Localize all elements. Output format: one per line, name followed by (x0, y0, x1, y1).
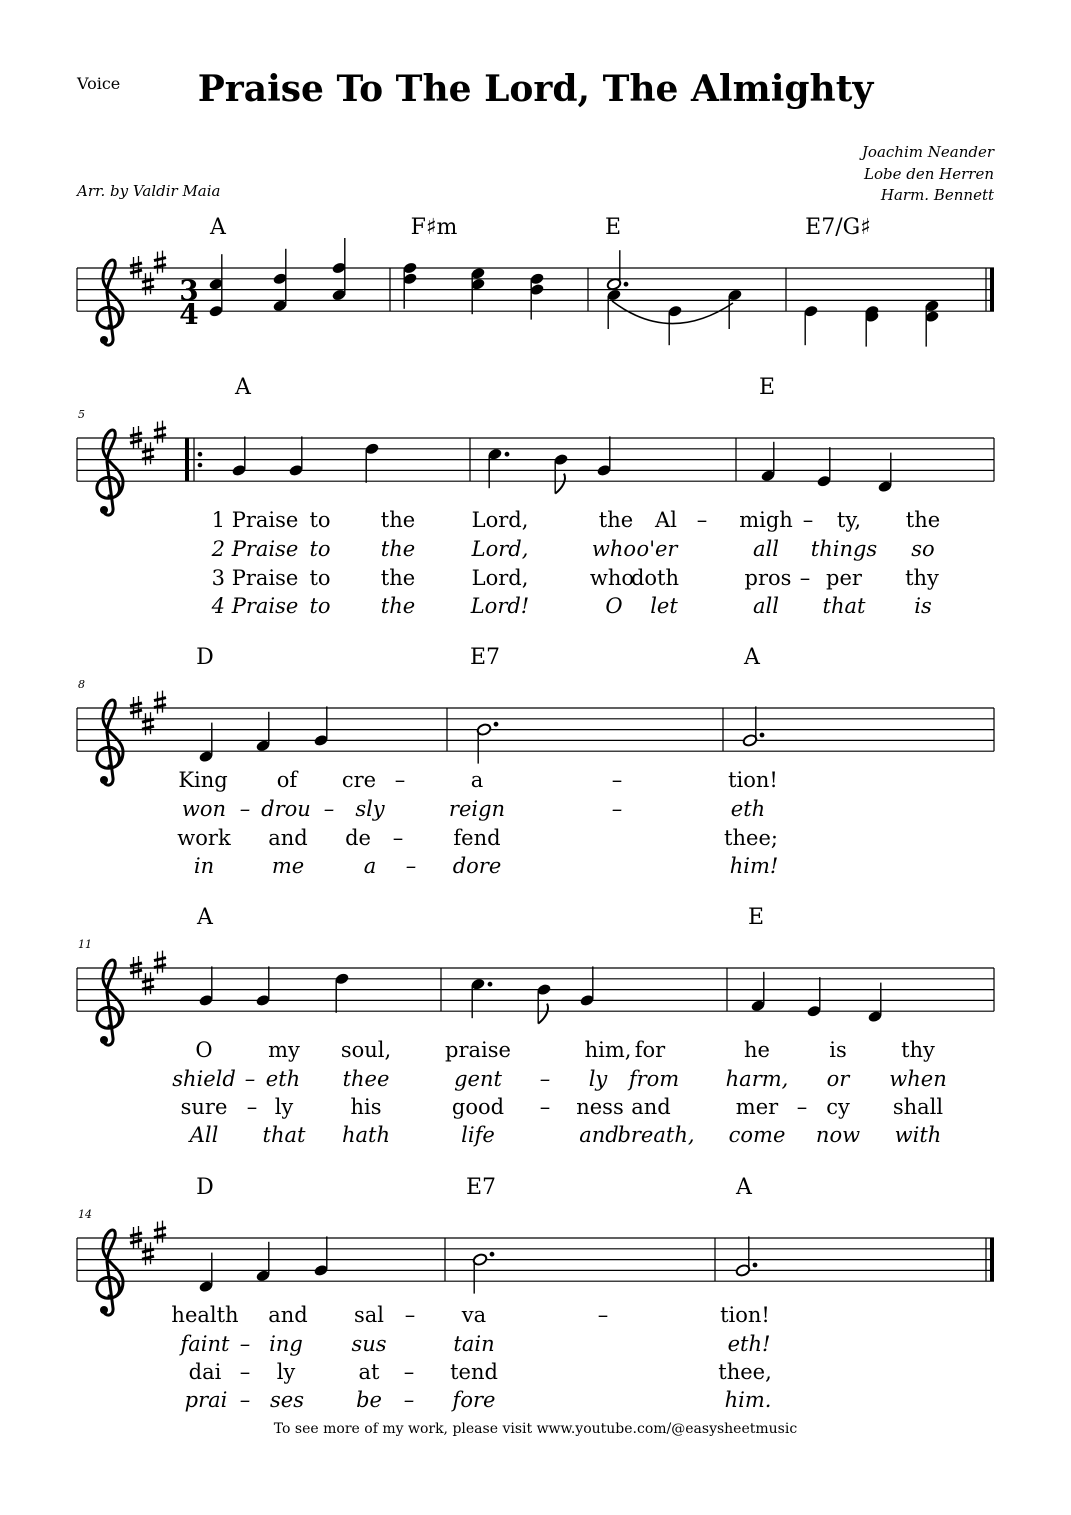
lyric-syllable: Lord, (471, 566, 529, 590)
lyric-syllable: in (193, 854, 215, 878)
sharp-stroke (154, 698, 166, 701)
sharp-stroke (142, 719, 154, 722)
chord-notes (529, 272, 544, 320)
lyric-syllable: tion! (728, 768, 778, 792)
lyric-syllable: who (591, 537, 637, 561)
lyric-syllable: doth (630, 566, 680, 590)
sharp-stroke (154, 705, 166, 708)
sharp-stroke (142, 1256, 154, 1259)
lyric-syllable: Al (655, 508, 677, 532)
lyric-syllable: shall (892, 1095, 944, 1119)
repeat-dot (198, 452, 203, 457)
lyric-syllable: of (276, 768, 298, 792)
lyric-syllable: so (911, 537, 935, 561)
lyric-syllable: and (579, 1123, 619, 1147)
footer-note: To see more of my work, please visit www.youtube.com/@easysheetmusic (273, 1421, 798, 1437)
lyric-syllable: sure (180, 1095, 228, 1119)
quarter-note (816, 447, 831, 488)
lyric-syllable: thee (342, 1067, 390, 1091)
lyric-syllable: – (239, 1360, 251, 1384)
lyric-syllable: is (914, 594, 932, 618)
half-note (472, 1252, 494, 1294)
sharp-icon (142, 712, 154, 735)
chord-symbol: A (744, 645, 760, 670)
half-note (606, 250, 628, 291)
lyric-syllable: Lord! (470, 594, 530, 618)
lyric-syllable: – (802, 508, 814, 532)
chord-notes (208, 254, 223, 318)
lyric-syllable: with (894, 1123, 942, 1147)
sharp-stroke (142, 449, 154, 452)
quarter-note (313, 1236, 328, 1277)
chord-symbol: E7 (469, 645, 501, 670)
lyric-syllable: hath (341, 1123, 391, 1147)
sharp-stroke (130, 703, 142, 706)
sharp-stroke (154, 958, 166, 961)
sharp-stroke (154, 1228, 166, 1231)
lyric-syllable: or (826, 1067, 850, 1091)
sharp-icon (154, 951, 166, 974)
lyric-syllable: who (589, 566, 635, 590)
lyric-syllable: 3 Praise (211, 566, 299, 590)
lyric-syllable: cy (826, 1095, 850, 1119)
sharp-stroke (130, 270, 142, 273)
lyric-syllable: that (822, 594, 866, 618)
lyric-syllable: him! (729, 854, 779, 878)
lyric-syllable: dai (188, 1360, 222, 1384)
sharp-stroke (142, 979, 154, 982)
lyric-syllable: – (611, 797, 623, 821)
augmentation-dot (488, 982, 493, 987)
lyric-syllable: – (696, 508, 708, 532)
lyric-syllable: him. (724, 1388, 772, 1412)
lyric-syllable: me (271, 854, 305, 878)
chord-symbol: E7 (465, 1175, 497, 1200)
lyric-syllable: thy (905, 566, 939, 590)
treble-clef-stroke (97, 260, 123, 345)
sharp-stroke (154, 265, 166, 268)
lyric-syllable: breath, (617, 1123, 695, 1147)
measure-number: 5 (78, 408, 85, 421)
chord-symbol: E (747, 905, 765, 930)
chord-symbol: A (210, 215, 226, 240)
lyric-syllable: dore (452, 854, 502, 878)
measure-number: 8 (78, 678, 85, 691)
lyric-syllable: the (380, 508, 416, 532)
lyric-syllable: ing (269, 1332, 303, 1356)
treble-clef-dot (100, 336, 108, 344)
measure-number: 14 (78, 1208, 92, 1221)
sharp-stroke (130, 440, 142, 443)
treble-clef-icon (97, 430, 123, 515)
treble-clef-icon (97, 260, 123, 345)
lyric-syllable: now (815, 1123, 861, 1147)
chord-symbol: E7/G♯ (805, 215, 871, 240)
lyric-syllable: the (905, 508, 941, 532)
sharp-stroke (130, 1240, 142, 1243)
sharp-stroke (154, 428, 166, 431)
quarter-note (596, 436, 611, 477)
treble-clef-dot (100, 1306, 108, 1314)
lyric-syllable: come (728, 1123, 786, 1147)
lyric-syllable: – (239, 1388, 251, 1412)
treble-clef-stroke (97, 1230, 123, 1315)
sharp-stroke (142, 986, 154, 989)
lyric-syllable: – (323, 797, 335, 821)
lyric-syllable: shield (172, 1067, 236, 1091)
sharp-icon (142, 1242, 154, 1265)
lyric-syllable: – (597, 1303, 609, 1327)
treble-clef-dot (100, 1036, 108, 1044)
lyric-syllable: cre (341, 768, 377, 792)
sharp-icon (154, 421, 166, 444)
lyric-syllable: to (309, 537, 331, 561)
lyric-syllable: – (404, 1303, 416, 1327)
page-title: Praise To The Lord, The Almighty (197, 68, 874, 110)
lyric-syllable: to (309, 508, 331, 532)
lyric-syllable: eth (265, 1067, 301, 1091)
chord-notes (470, 267, 485, 315)
lyric-syllable: – (403, 1360, 415, 1384)
lyric-syllable: he (744, 1038, 770, 1062)
eighth-flag (538, 1004, 548, 1024)
lyric-syllable: migh (739, 508, 793, 532)
lyric-syllable: let (650, 594, 678, 618)
lyric-syllable: O (195, 1038, 213, 1062)
quarter-note (255, 712, 270, 753)
chord-symbol: D (196, 645, 214, 670)
lyric-syllable: tion! (720, 1303, 770, 1327)
lyric-syllable: sal (353, 1303, 385, 1327)
lyric-syllable: to (309, 594, 331, 618)
quarter-note (198, 723, 213, 764)
lyric-syllable: ty, (836, 508, 862, 532)
augmentation-dot (494, 722, 499, 727)
augmentation-dot (624, 282, 629, 287)
quarter-note (579, 966, 594, 1007)
quarter-note (288, 436, 303, 477)
quarter-note (606, 288, 621, 329)
sharp-stroke (142, 1249, 154, 1252)
lyric-syllable: all (753, 537, 779, 561)
lyric-syllable: – (246, 1095, 258, 1119)
lyric-syllable: per (826, 566, 862, 590)
lyric-syllable: and (268, 1303, 308, 1327)
eighth-flag (555, 474, 565, 494)
chord-symbol: F♯m (410, 215, 458, 240)
lyric-syllable: the (380, 594, 416, 618)
lyric-syllable: harm, (725, 1067, 789, 1091)
lyric-syllable: health (171, 1303, 239, 1327)
lyric-syllable: to (309, 566, 331, 590)
sharp-stroke (130, 433, 142, 436)
sharp-stroke (154, 965, 166, 968)
lyric-syllable: is (829, 1038, 847, 1062)
lyric-syllable: drou (261, 797, 311, 821)
quarter-note (536, 983, 551, 1024)
lyric-syllable: – (403, 1388, 415, 1412)
lyric-syllable: – (611, 768, 623, 792)
treble-clef-icon (97, 1230, 123, 1315)
lyric-syllable: eth (730, 797, 766, 821)
lyric-syllable: – (239, 1332, 251, 1356)
quarter-note (727, 288, 742, 329)
quarter-note (470, 978, 492, 1019)
repeat-dot (198, 463, 203, 468)
lyric-syllable: va (461, 1303, 487, 1327)
half-note (476, 722, 498, 764)
quarter-note (667, 305, 682, 346)
treble-clef-dot (100, 506, 108, 514)
sharp-stroke (154, 1235, 166, 1238)
sharp-stroke (142, 726, 154, 729)
lyric-syllable: fore (452, 1388, 496, 1412)
lyric-syllable: the (380, 537, 416, 561)
quarter-note (803, 305, 818, 346)
lyric-syllable: de (345, 826, 371, 850)
lyric-syllable: 4 Praise (211, 594, 299, 618)
lyric-syllable: ly (588, 1067, 608, 1091)
lyric-syllable: 1 Praise (211, 508, 299, 532)
time-signature-top: 3 (179, 274, 199, 307)
treble-clef-stroke (97, 960, 123, 1045)
lyric-syllable: prai (184, 1388, 228, 1412)
lyric-syllable: o'er (636, 537, 678, 561)
lyric-syllable: from (628, 1067, 680, 1091)
lyric-syllable: faint (180, 1332, 230, 1356)
sharp-stroke (130, 970, 142, 973)
sharp-stroke (130, 263, 142, 266)
lyric-syllable: O (605, 594, 623, 618)
quarter-note (231, 436, 246, 477)
lyric-syllable: at (358, 1360, 380, 1384)
lyric-syllable: work (177, 826, 231, 850)
lyric-syllable: ly (274, 1095, 294, 1119)
sharp-stroke (142, 456, 154, 459)
quarter-note (487, 448, 509, 489)
sharp-icon (154, 251, 166, 274)
treble-clef-stroke (97, 700, 123, 785)
lyric-syllable: praise (445, 1038, 511, 1062)
credit-author: Joachim Neander (861, 143, 994, 161)
chord-symbol: A (736, 1175, 752, 1200)
arranger-credit: Arr. by Valdir Maia (77, 182, 221, 200)
sharp-icon (142, 972, 154, 995)
lyric-syllable: be (356, 1388, 382, 1412)
lyric-syllable: won (181, 797, 227, 821)
lyric-syllable: King (178, 768, 228, 792)
lyric-syllable: Lord, (471, 537, 529, 561)
lyric-syllable: eth! (727, 1332, 771, 1356)
sharp-stroke (130, 710, 142, 713)
lyric-syllable: thee, (718, 1360, 772, 1384)
chord-notes (272, 249, 287, 313)
lyric-syllable: sly (355, 797, 385, 821)
lyric-syllable: – (539, 1067, 551, 1091)
sharp-stroke (154, 258, 166, 261)
lyric-syllable: All (189, 1123, 219, 1147)
chord-symbol: E (758, 375, 776, 400)
lyric-syllable: all (753, 594, 779, 618)
sharp-icon (142, 272, 154, 295)
lyric-syllable: the (598, 508, 634, 532)
lyric-syllable: for (634, 1038, 666, 1062)
quarter-note (364, 442, 379, 483)
quarter-note (334, 972, 349, 1013)
augmentation-dot (753, 1263, 758, 1268)
lyric-syllable: – (392, 826, 404, 850)
lyric-syllable: tend (450, 1360, 498, 1384)
quarter-note (553, 453, 568, 494)
lyric-syllable: life (461, 1123, 495, 1147)
quarter-note (806, 977, 821, 1018)
treble-clef-icon (97, 960, 123, 1045)
sharp-icon (142, 442, 154, 465)
lyric-syllable: reign (448, 797, 506, 821)
lyric-syllable: when (889, 1067, 947, 1091)
instrument-label: Voice (77, 74, 121, 93)
lyric-syllable: – (244, 1067, 256, 1091)
lyric-syllable: 2 Praise (211, 537, 299, 561)
measure-number: 11 (78, 938, 92, 951)
lyric-syllable: things (810, 537, 878, 561)
quarter-note (198, 966, 213, 1007)
chord-notes (402, 261, 417, 308)
lyric-syllable: ses (270, 1388, 304, 1412)
quarter-note (867, 983, 882, 1024)
lyric-syllable: good (451, 1095, 505, 1119)
quarter-note (760, 442, 775, 483)
chord-symbol: A (197, 905, 213, 930)
lyric-syllable: my (268, 1038, 300, 1062)
quarter-note (877, 453, 892, 494)
lyric-syllable: mer (735, 1095, 779, 1119)
quarter-note (198, 1253, 213, 1294)
chord-notes (924, 299, 939, 347)
quarter-note (750, 972, 765, 1013)
lyric-syllable: – (239, 797, 251, 821)
chord-notes (331, 238, 346, 302)
chord-notes (864, 305, 879, 347)
chord-symbol: E (604, 215, 622, 240)
lyric-syllable: thy (901, 1038, 935, 1062)
treble-clef-dot (100, 776, 108, 784)
quarter-note (313, 706, 328, 747)
sharp-stroke (142, 286, 154, 289)
sharp-stroke (154, 435, 166, 438)
credit-harmony: Harm. Bennett (880, 186, 994, 204)
chord-symbol: A (235, 375, 251, 400)
lyric-syllable: – (539, 1095, 551, 1119)
sharp-stroke (130, 1233, 142, 1236)
quarter-note (255, 1242, 270, 1283)
lyric-syllable: a (470, 768, 484, 792)
lyric-syllable: and (631, 1095, 671, 1119)
sharp-stroke (142, 279, 154, 282)
lyric-syllable: that (262, 1123, 306, 1147)
lyric-syllable: fend (453, 826, 501, 850)
lyric-syllable: him, (584, 1038, 632, 1062)
lyric-syllable: ness (576, 1095, 624, 1119)
lyric-syllable: – (796, 1095, 808, 1119)
quarter-note (255, 966, 270, 1007)
lyric-syllable: his (350, 1095, 382, 1119)
lyric-syllable: – (394, 768, 406, 792)
augmentation-dot (760, 733, 765, 738)
chord-symbol: D (196, 1175, 214, 1200)
lyric-syllable: – (405, 854, 417, 878)
augmentation-dot (505, 452, 510, 457)
lyric-syllable: tain (453, 1332, 495, 1356)
sharp-icon (154, 691, 166, 714)
credit-tune: Lobe den Herren (864, 165, 994, 183)
treble-clef-stroke (97, 430, 123, 515)
lyric-syllable: gent (454, 1067, 502, 1091)
lyric-syllable: the (380, 566, 416, 590)
lyric-syllable: ly (276, 1360, 296, 1384)
time-signature-bottom: 4 (179, 298, 199, 331)
lyric-syllable: sus (351, 1332, 387, 1356)
lyric-syllable: and (268, 826, 308, 850)
sharp-icon (154, 1221, 166, 1244)
lyric-syllable: soul, (340, 1038, 392, 1062)
augmentation-dot (490, 1252, 495, 1257)
sharp-stroke (130, 963, 142, 966)
lyric-syllable: pros (744, 566, 792, 590)
lyric-syllable: – (799, 566, 811, 590)
lyric-syllable: Lord, (471, 508, 529, 532)
lyric-syllable: thee; (724, 826, 778, 850)
treble-clef-icon (97, 700, 123, 785)
lyric-syllable: a (363, 854, 377, 878)
